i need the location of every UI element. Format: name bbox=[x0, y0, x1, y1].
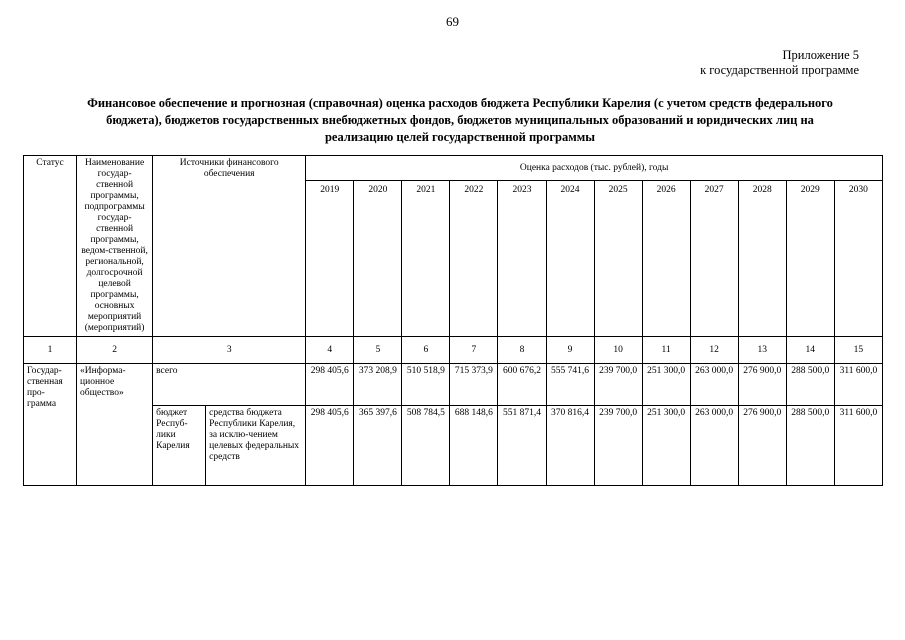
col-number: 14 bbox=[786, 337, 834, 364]
value-cell: 288 500,0 bbox=[786, 406, 834, 486]
year-cell: 2027 bbox=[690, 181, 738, 337]
value-cell: 688 148,6 bbox=[450, 406, 498, 486]
value-cell: 600 676,2 bbox=[498, 364, 546, 406]
col-number: 7 bbox=[450, 337, 498, 364]
value-cell: 555 741,6 bbox=[546, 364, 594, 406]
value-cell: 298 405,6 bbox=[306, 364, 354, 406]
row-total-label: всего bbox=[153, 364, 306, 406]
value-cell: 365 397,6 bbox=[354, 406, 402, 486]
col-number: 4 bbox=[306, 337, 354, 364]
value-cell: 508 784,5 bbox=[402, 406, 450, 486]
page-number: 69 bbox=[446, 14, 459, 29]
appendix-note bbox=[700, 48, 859, 78]
col-number: 9 bbox=[546, 337, 594, 364]
column-numbers-row bbox=[24, 337, 883, 364]
value-cell: 276 900,0 bbox=[738, 364, 786, 406]
appendix-line1: Приложение 5 bbox=[782, 48, 859, 62]
value-cell: 263 000,0 bbox=[690, 364, 738, 406]
col-number: 3 bbox=[153, 337, 306, 364]
row-budget-sub-label: средства бюджета Республики Карелия, за исклю-чением целевых федеральных средств bbox=[206, 406, 306, 486]
header-status: Статус bbox=[24, 156, 77, 337]
financing-table bbox=[23, 155, 883, 486]
row-budget-label: бюджет Респуб-лики Карелия bbox=[153, 406, 206, 486]
value-cell: 510 518,9 bbox=[402, 364, 450, 406]
year-cell: 2030 bbox=[834, 181, 882, 337]
year-cell: 2028 bbox=[738, 181, 786, 337]
value-cell: 251 300,0 bbox=[642, 364, 690, 406]
col-number: 10 bbox=[594, 337, 642, 364]
col-number: 13 bbox=[738, 337, 786, 364]
table-row-budget bbox=[24, 406, 883, 486]
value-cell: 715 373,9 bbox=[450, 364, 498, 406]
year-cell: 2025 bbox=[594, 181, 642, 337]
row-status: Государ-ственная про-грамма bbox=[24, 364, 77, 486]
year-cell: 2026 bbox=[642, 181, 690, 337]
table-row-total bbox=[24, 364, 883, 406]
value-cell: 239 700,0 bbox=[594, 364, 642, 406]
value-cell: 239 700,0 bbox=[594, 406, 642, 486]
value-cell: 251 300,0 bbox=[642, 406, 690, 486]
col-number: 2 bbox=[77, 337, 153, 364]
header-name: Наименование государ-ственной программы, подпрограммы государ-ственной программы, ведом-ственной, региональной, долгосрочной целевой программы, основных мероприятий (мероприятий) bbox=[77, 156, 153, 337]
col-number: 11 bbox=[642, 337, 690, 364]
document-title: Финансовое обеспечение и прогнозная (справочная) оценка расходов бюджета Республики Карелия (с учетом средств федерального бюджета), бюджетов государственных внебюджетных фондов, бюджетов муниципальных образований и юридических лиц на реализацию целей государственной программы bbox=[87, 96, 833, 144]
col-number: 15 bbox=[834, 337, 882, 364]
row-program-name: «Информа-ционное общество» bbox=[77, 364, 153, 486]
year-cell: 2020 bbox=[354, 181, 402, 337]
value-cell: 263 000,0 bbox=[690, 406, 738, 486]
col-number: 8 bbox=[498, 337, 546, 364]
col-number: 6 bbox=[402, 337, 450, 364]
value-cell: 370 816,4 bbox=[546, 406, 594, 486]
value-cell: 288 500,0 bbox=[786, 364, 834, 406]
year-cell: 2019 bbox=[306, 181, 354, 337]
appendix-line2: к государственной программе bbox=[700, 63, 859, 77]
year-cell: 2022 bbox=[450, 181, 498, 337]
col-number: 5 bbox=[354, 337, 402, 364]
year-cell: 2029 bbox=[786, 181, 834, 337]
year-cell: 2021 bbox=[402, 181, 450, 337]
year-cell: 2024 bbox=[546, 181, 594, 337]
value-cell: 276 900,0 bbox=[738, 406, 786, 486]
value-cell: 373 208,9 bbox=[354, 364, 402, 406]
year-cell: 2023 bbox=[498, 181, 546, 337]
value-cell: 311 600,0 bbox=[834, 364, 882, 406]
value-cell: 551 871,4 bbox=[498, 406, 546, 486]
value-cell: 298 405,6 bbox=[306, 406, 354, 486]
col-number: 1 bbox=[24, 337, 77, 364]
header-estimate: Оценка расходов (тыс. рублей), годы bbox=[306, 156, 883, 181]
header-sources: Источники финансового обеспечения bbox=[153, 156, 306, 337]
value-cell: 311 600,0 bbox=[834, 406, 882, 486]
col-number: 12 bbox=[690, 337, 738, 364]
